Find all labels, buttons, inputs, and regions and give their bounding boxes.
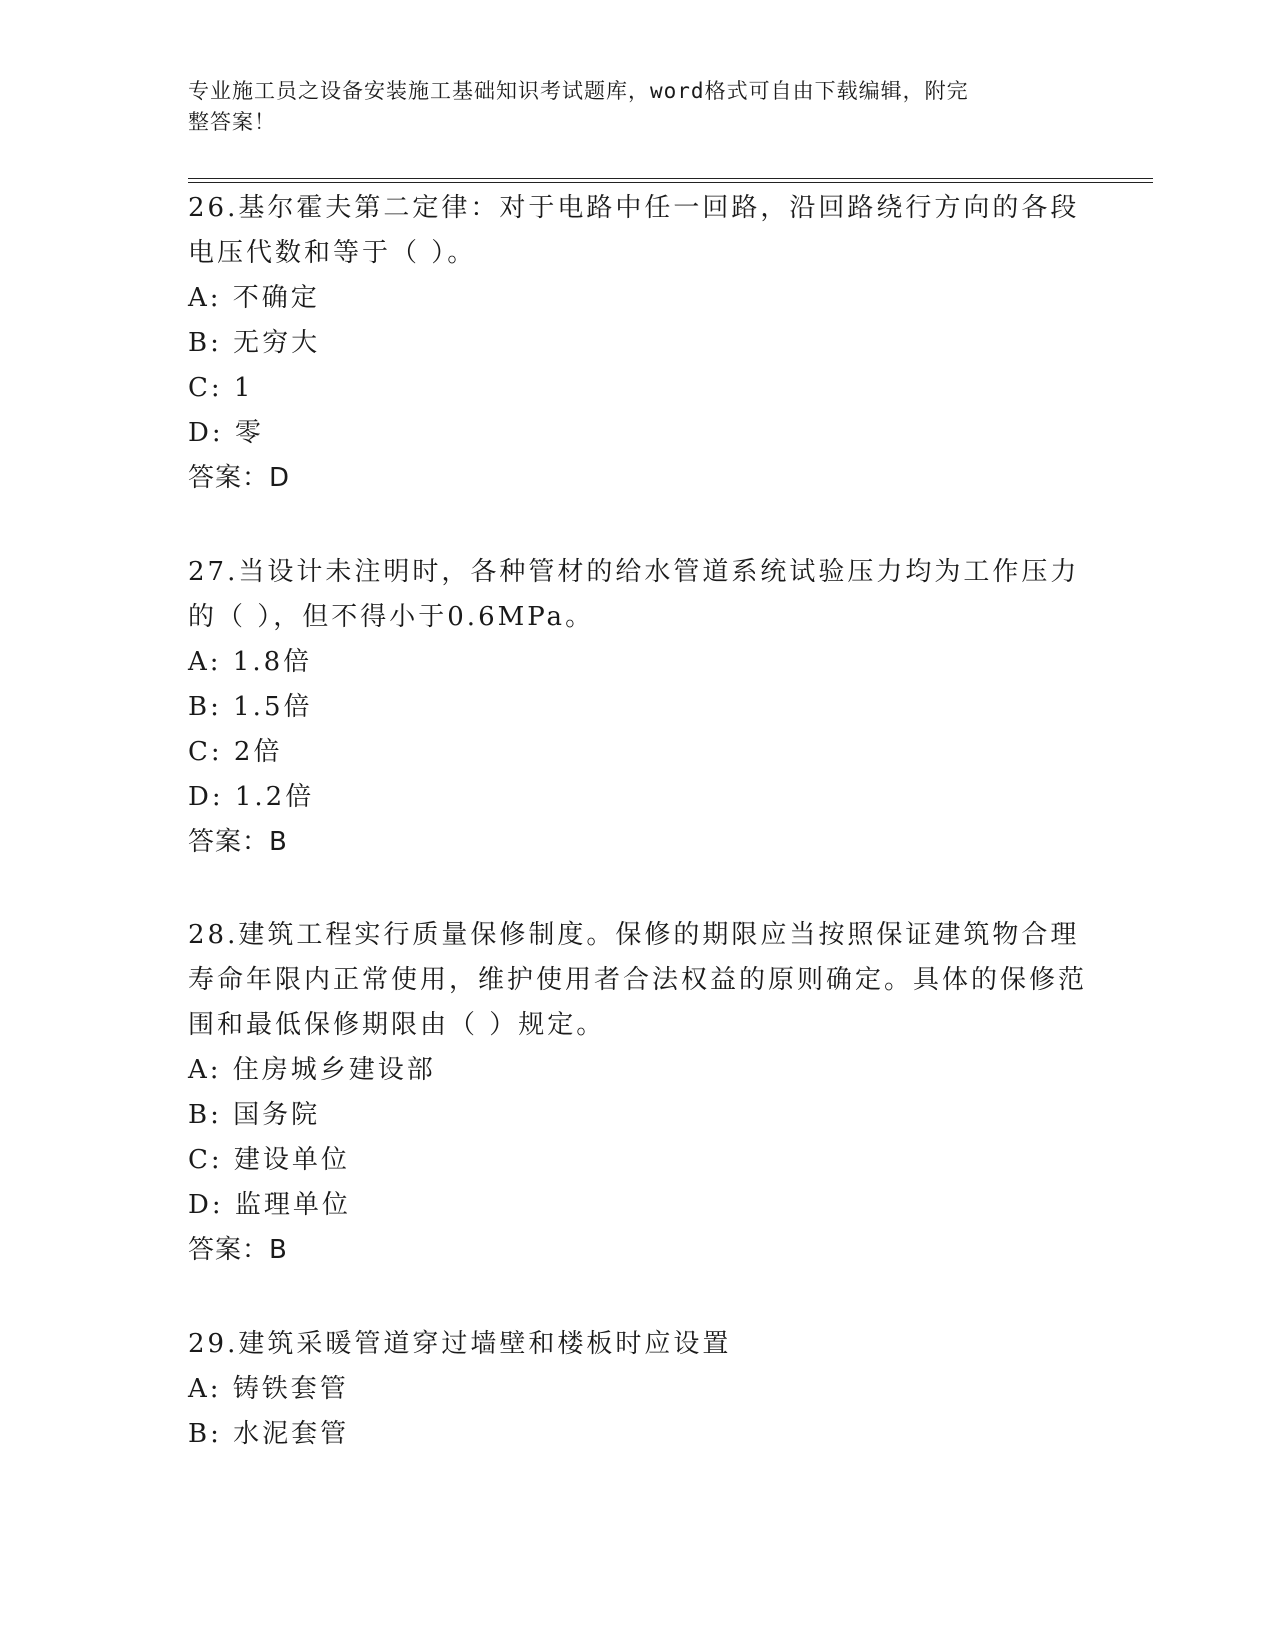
option-d: D: 零 — [188, 418, 264, 448]
option-a: A: 住房城乡建设部 — [188, 1055, 436, 1085]
option-b: B: 水泥套管 — [188, 1419, 350, 1449]
question-stem: 28.建筑工程实行质量保修制度。保修的期限应当按照保证建筑物合理寿命年限内正常使用，维护使用者合法权益的原则确定。具体的保修范围和最低保修期限由（ ）规定。 — [188, 920, 1088, 1040]
answer: 答案：B — [188, 1235, 288, 1265]
option-d: D: 1.2倍 — [188, 782, 315, 812]
question-27 — [188, 550, 1088, 865]
option-b: B: 1.5倍 — [188, 692, 313, 722]
header-double-rule — [188, 178, 1153, 183]
option-c: C: 建设单位 — [188, 1145, 350, 1175]
option-a: A: 1.8倍 — [188, 647, 313, 677]
question-26 — [188, 186, 1088, 501]
header-line-2: 整答案！ — [188, 110, 276, 134]
answer: 答案：D — [188, 463, 291, 493]
document-header — [188, 76, 1068, 138]
option-a: A: 不确定 — [188, 283, 320, 313]
answer: 答案：B — [188, 827, 288, 857]
option-b: B: 国务院 — [188, 1100, 321, 1130]
header-line-1: 专业施工员之设备安装施工基础知识考试题库，word格式可自由下载编辑，附完 — [188, 79, 969, 103]
option-d: D: 监理单位 — [188, 1190, 351, 1220]
option-b: B: 无穷大 — [188, 328, 321, 358]
question-stem: 29.建筑采暖管道穿过墙壁和楼板时应设置 — [188, 1329, 732, 1359]
question-stem: 27.当设计未注明时，各种管材的给水管道系统试验压力均为工作压力的（ ），但不得小于0.6MPa。 — [188, 557, 1080, 632]
option-c: C: 2倍 — [188, 737, 283, 767]
option-a: A: 铸铁套管 — [188, 1374, 349, 1404]
question-stem: 26.基尔霍夫第二定律：对于电路中任一回路，沿回路绕行方向的各段电压代数和等于（ ）。 — [188, 193, 1080, 268]
question-28 — [188, 913, 1088, 1273]
option-c: C: 1 — [188, 373, 254, 403]
question-29 — [188, 1322, 1088, 1457]
